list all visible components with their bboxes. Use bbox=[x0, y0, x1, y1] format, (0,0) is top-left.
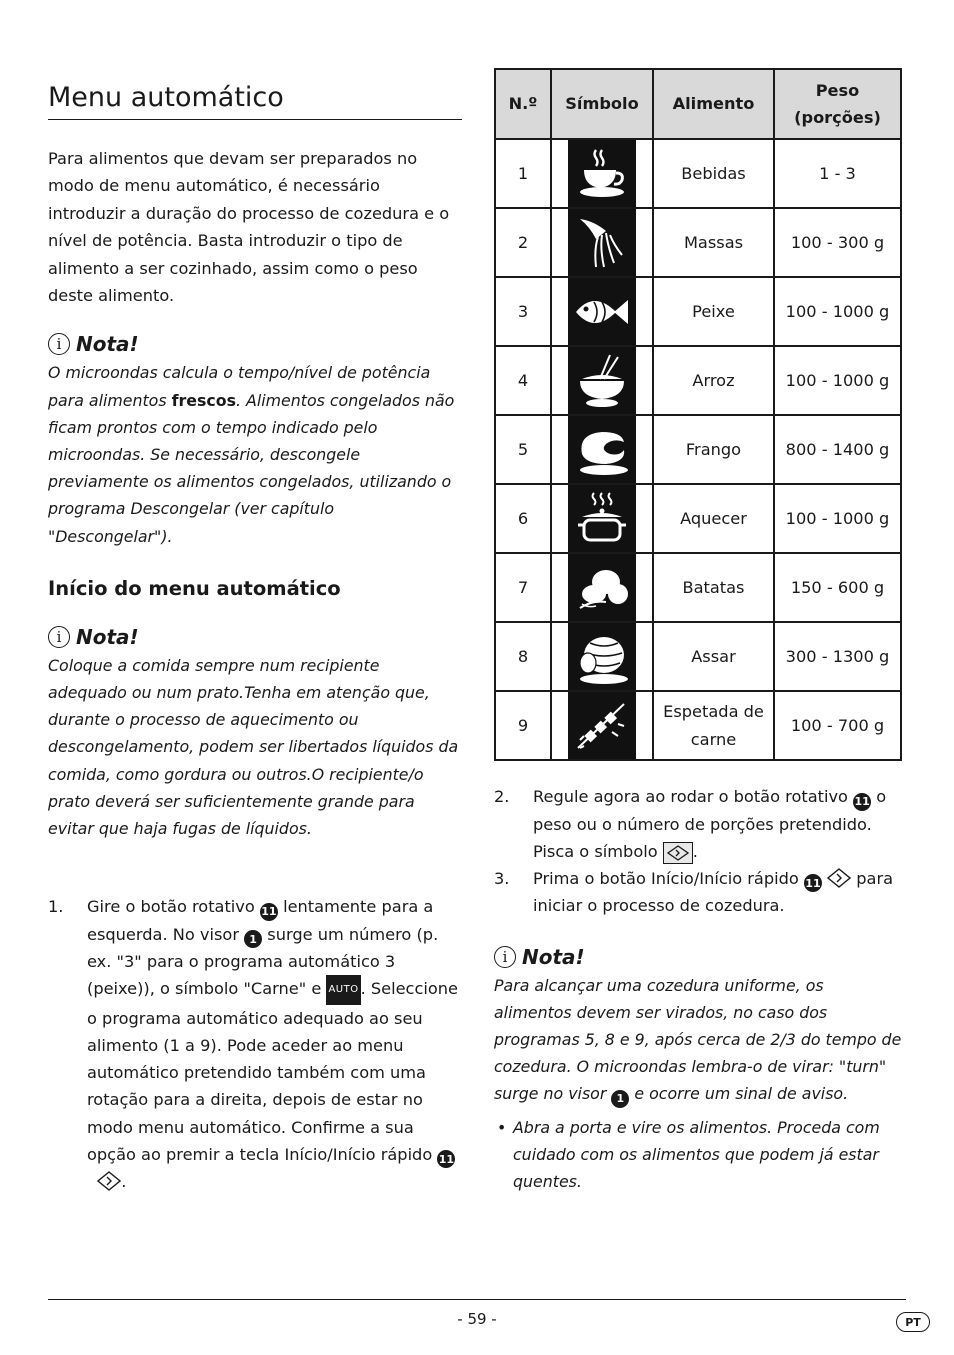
right-column bbox=[494, 68, 906, 1196]
row-food: Batatas bbox=[653, 553, 774, 622]
roast-icon bbox=[572, 627, 632, 687]
chicken-icon bbox=[572, 420, 632, 480]
table-row bbox=[495, 208, 901, 277]
table-row bbox=[495, 553, 901, 622]
row-num: 9 bbox=[495, 691, 551, 760]
row-symbol bbox=[551, 208, 653, 277]
table-row bbox=[495, 622, 901, 691]
step-number: 1. bbox=[48, 897, 64, 917]
table-row bbox=[495, 277, 901, 346]
row-food: Aquecer bbox=[653, 484, 774, 553]
row-food: Peixe bbox=[653, 277, 774, 346]
info-icon: i bbox=[48, 333, 70, 355]
note-text-2: Coloque a comida sempre num recipiente adequado ou num prato.Tenha em atenção que, durante o processo de aquecimento ou descongelamento, podem ser libertados líquidos da comida, como gordura ou outros.O recipiente/o prato deverá ser suficientemente grande para evitar que haja fugas de líquidos. bbox=[48, 655, 459, 839]
footer-divider bbox=[48, 1299, 906, 1300]
row-weight: 100 - 1000 g bbox=[774, 277, 901, 346]
table-header-row bbox=[495, 69, 901, 139]
header-num: N.º bbox=[495, 69, 551, 139]
display-reference-icon: 1 bbox=[611, 1090, 629, 1108]
row-weight: 800 - 1400 g bbox=[774, 415, 901, 484]
skewer-icon bbox=[572, 696, 632, 756]
blinking-start-symbol-icon bbox=[663, 842, 693, 864]
note-label: Nota! bbox=[522, 944, 585, 969]
info-icon: i bbox=[494, 946, 516, 968]
row-weight: 100 - 300 g bbox=[774, 208, 901, 277]
knob-reference-icon: 11 bbox=[853, 793, 871, 811]
page-title: Menu automático bbox=[48, 78, 462, 120]
auto-symbol-icon: AUTO bbox=[326, 975, 360, 1004]
row-weight: 1 - 3 bbox=[774, 139, 901, 208]
header-food: Alimento bbox=[653, 69, 774, 139]
steps-list-left bbox=[48, 893, 462, 1195]
steps-list-right bbox=[494, 783, 906, 920]
start-diamond-icon bbox=[97, 1171, 121, 1191]
note-heading-3 bbox=[494, 942, 906, 972]
table-row bbox=[495, 484, 901, 553]
note1-part2: . Alimentos congelados não ficam prontos com o tempo indicado pelo microondas. Se necessário, descongele previamente os alimentos congelados, utilizando o programa Descongelar (ver capítulo "Descongelar"). bbox=[48, 390, 455, 546]
step-1-text: Gire o botão rotativo 11 lentamente para a esquerda. No visor 1 surge um número (p. ex. "3" para o programa automático 3 (peixe)), o símbolo "Carne" e AUTO . Seleccione o programa automático adequado ao seu alimento (1 a 9). Pode aceder ao menu automático pretendido também com uma rotação para a direita, depois de estar no modo menu automático. Confirme a sua opção ao premir a tecla Início/Início rápido 11 . bbox=[87, 897, 458, 1192]
bullet-mark: • bbox=[497, 1117, 507, 1137]
row-symbol bbox=[551, 553, 653, 622]
table-row bbox=[495, 415, 901, 484]
step-number: 2. bbox=[494, 787, 510, 806]
row-num: 2 bbox=[495, 208, 551, 277]
row-weight: 300 - 1300 g bbox=[774, 622, 901, 691]
step-3-text: Prima o botão Início/Início rápido 11 para iniciar o processo de cozedura. bbox=[533, 868, 894, 916]
row-num: 6 bbox=[495, 484, 551, 553]
step-1 bbox=[48, 893, 462, 1195]
note-label: Nota! bbox=[76, 624, 139, 649]
note1-bold: frescos bbox=[171, 390, 236, 410]
knob-reference-icon: 11 bbox=[804, 874, 822, 892]
note-text-1 bbox=[48, 359, 462, 549]
start-diamond-icon bbox=[827, 868, 851, 888]
note-heading-2 bbox=[48, 622, 462, 652]
row-symbol bbox=[551, 691, 653, 760]
row-food: Massas bbox=[653, 208, 774, 277]
table-row bbox=[495, 139, 901, 208]
step-number: 3. bbox=[494, 868, 510, 888]
row-symbol bbox=[551, 277, 653, 346]
knob-reference-icon: 11 bbox=[260, 903, 278, 921]
section-heading: Início do menu automático bbox=[48, 576, 341, 600]
bullet-text: Abra a porta e vire os alimentos. Proceda com cuidado com os alimentos que podem já estar quentes. bbox=[513, 1117, 880, 1192]
row-weight: 100 - 700 g bbox=[774, 691, 901, 760]
step-3 bbox=[494, 865, 906, 920]
fish-icon bbox=[572, 282, 632, 342]
row-weight: 100 - 1000 g bbox=[774, 484, 901, 553]
language-badge: PT bbox=[896, 1312, 930, 1332]
row-symbol bbox=[551, 484, 653, 553]
rice-bowl-icon bbox=[572, 351, 632, 411]
row-food: Arroz bbox=[653, 346, 774, 415]
note1-part1: O microondas calcula o tempo/nível de potência para alimentos bbox=[48, 363, 431, 410]
auto-menu-table bbox=[494, 68, 902, 761]
row-weight: 100 - 1000 g bbox=[774, 346, 901, 415]
row-food: Frango bbox=[653, 415, 774, 484]
row-num: 8 bbox=[495, 622, 551, 691]
pot-icon bbox=[572, 489, 632, 549]
row-num: 1 bbox=[495, 139, 551, 208]
row-food: Assar bbox=[653, 622, 774, 691]
display-reference-icon: 1 bbox=[244, 930, 262, 948]
row-symbol bbox=[551, 622, 653, 691]
row-symbol bbox=[551, 346, 653, 415]
info-icon: i bbox=[48, 626, 70, 648]
table-row bbox=[495, 691, 901, 760]
list-item bbox=[494, 1114, 906, 1196]
row-symbol bbox=[551, 139, 653, 208]
row-num: 5 bbox=[495, 415, 551, 484]
bullet-list bbox=[494, 1114, 906, 1196]
header-weight: Peso (porções) bbox=[774, 69, 901, 139]
row-symbol bbox=[551, 415, 653, 484]
row-num: 7 bbox=[495, 553, 551, 622]
cup-icon bbox=[572, 144, 632, 204]
pasta-icon bbox=[572, 213, 632, 273]
knob-reference-icon: 11 bbox=[437, 1150, 455, 1168]
left-column bbox=[48, 78, 462, 1195]
potatoes-icon bbox=[572, 558, 632, 618]
note-heading-1 bbox=[48, 329, 462, 359]
header-symbol: Símbolo bbox=[551, 69, 653, 139]
row-num: 4 bbox=[495, 346, 551, 415]
page-number: - 59 - bbox=[457, 1310, 497, 1328]
row-food: Espetada de carne bbox=[653, 691, 774, 760]
row-num: 3 bbox=[495, 277, 551, 346]
row-food: Bebidas bbox=[653, 139, 774, 208]
note-text-3: Para alcançar uma cozedura uniforme, os alimentos devem ser virados, no caso dos programas 5, 8 e 9, após cerca de 2/3 do tempo de cozedura. O microondas lembra-o de virar: "turn" surge no visor 1 e ocorre um sinal de aviso. bbox=[494, 972, 906, 1108]
table-row bbox=[495, 346, 901, 415]
step-2-text: Regule agora ao rodar o botão rotativo 11 o peso ou o número de porções pretendido. Pisca o símbolo . bbox=[533, 783, 906, 865]
step-2 bbox=[494, 783, 906, 865]
intro-paragraph: Para alimentos que devam ser preparados no modo de menu automático, é necessário introduzir a duração do processo de cozedura e o nível de potência. Basta introduzir o tipo de alimento a ser cozinhado, assim como o peso deste alimento. bbox=[48, 149, 450, 306]
note-label: Nota! bbox=[76, 332, 139, 357]
row-weight: 150 - 600 g bbox=[774, 553, 901, 622]
